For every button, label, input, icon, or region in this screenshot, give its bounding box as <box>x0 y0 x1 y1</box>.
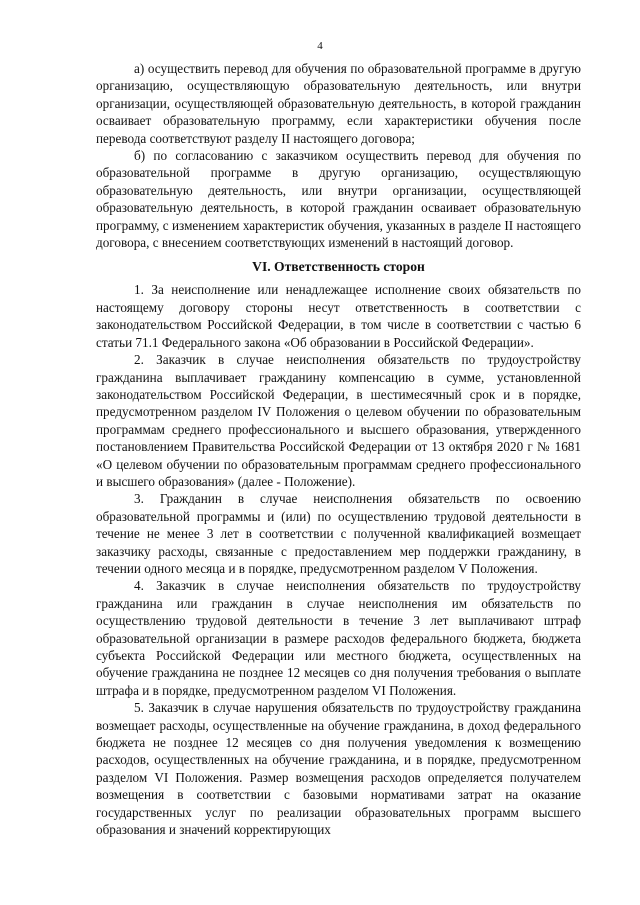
paragraph-transfer-b: б) по согласованию с заказчиком осуществить перевод для обучения по образовательной программе в другую организацию, осуществляющую образовательную деятельность, или внутри организации, осуществляющей образовательную деятельность, в которой гражданин осваивает образовательную программу, с изменением характеристик обучения, указанных в разделе II настоящего договора, с внесением соответствующих изменений в настоящий договор. <box>96 148 581 251</box>
paragraph-clause-1: 1. За неисполнение или ненадлежащее исполнение своих обязательств по настоящему договору стороны несут ответственность в соответствии с законодательством Российской Федерации, в том числе в соответствии с частью 6 статьи 71.1 Федерального закона «Об образовании в Российской Федерации». <box>96 282 581 350</box>
paragraph-clause-3: 3. Гражданин в случае неисполнения обязательств по освоению образовательной программы и (или) по осуществлению трудовой деятельности в течение не менее 3 лет в соответствии с полученной квалификацией возмещает заказчику расходы, связанные с предоставлением мер поддержки гражданину, в течении одного месяца и в порядке, предусмотренном разделом V Положения. <box>96 491 581 576</box>
page-number: 4 <box>317 40 323 52</box>
document-body <box>96 60 581 838</box>
section-heading-responsibility: VI. Ответственность сторон <box>252 259 425 275</box>
paragraph-clause-2: 2. Заказчик в случае неисполнения обязательств по трудоустройству гражданина выплачивает гражданину компенсацию в сумме, установленной законодательством Российской Федерации, в шестимесячный срок и в порядке, предусмотренном разделом IV Положения о целевом обучении по образовательным программам среднего профессионального и высшего образования, утвержденного постановлением Правительства Российской Федерации от 13 октября 2020 г № 1681 «О целевом обучении по образовательным программам среднего профессионального и высшего образования» (далее - Положение). <box>96 352 581 489</box>
paragraph-clause-4: 4. Заказчик в случае неисполнения обязательств по трудоустройству гражданина или гражданин в случае неисполнения им обязательств по осуществлению трудовой деятельности в течение 3 лет выплачивают штраф образовательной организации в размере расходов федерального бюджета, бюджета субъекта Российской Федерации или местного бюджета, осуществленных на обучение гражданина не позднее 12 месяцев со дня получения требования о выплате штрафа и в порядке, предусмотренном разделом VI Положения. <box>96 578 581 698</box>
paragraph-clause-5: 5. Заказчик в случае нарушения обязательств по трудоустройству гражданина возмещает расходы, осуществленные на обучение гражданина, в доход федерального бюджета не позднее 12 месяцев со дня получения уведомления к возмещению расходов, осуществленных на обучение гражданина, и в порядке, предусмотренном разделом VI Положения. Размер возмещения расходов определяется получателем возмещения в соответствии с базовыми нормативами затрат на оказание государственных услуг по реализации образовательных программ высшего образования и значений корректирующих <box>96 700 581 838</box>
paragraph-transfer-a: а) осуществить перевод для обучения по образовательной программе в другую организацию, осуществляющую образовательную деятельность, или внутри организации, осуществляющей образовательную деятельность, в которой гражданин осваивает образовательную программу, если характеристики обучения после перевода соответствуют разделу II настоящего договора; <box>96 61 581 146</box>
